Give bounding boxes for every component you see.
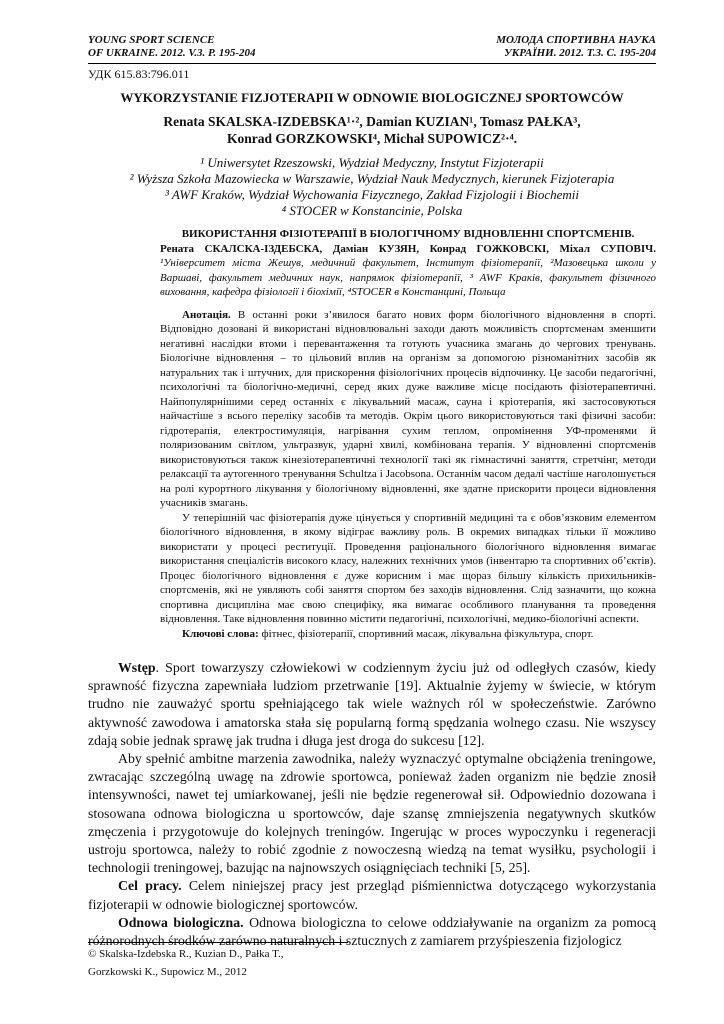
footnote-line1: © Skalska-Izdebska R., Kuzian D., Pałka T., bbox=[88, 948, 284, 960]
affiliation: ⁴ STOCER w Konstancinie, Polska bbox=[281, 203, 463, 218]
paragraph: Aby spełnić ambitne marzenia zawodnika, należy wyznaczyć optymalne obciążenia treningowe, zwracając szczególną uwagę na zdrowie sportowca, ponieważ żaden organizm nie będzie znosił intensywności, nawet tej umiarkowanej, jeśli nie będzie regenerował sił. Odpowiednio dozowana i stosowana odnowa biologiczna u sportowców, daje szansę zmniejszenia negatywnych skutków zmęczenia i przygotowuje do kolejnych treningów. Ingerując w proces wypoczynku i regeneracji ustroju sportowca, należy to robić zgodnie z nowoczesną wiedzą na temat wysiłku, psychologii i technologii treningowej, bazując na najnowszych osiągnięciach techniki [5, 25]. bbox=[88, 751, 656, 876]
paper-title: WYKORZYSTANIE FIZJOTERAPII W ODNOWIE BIOLOGICZNEJ SPORTOWCÓW bbox=[120, 90, 624, 105]
page bbox=[88, 34, 656, 950]
ua-title: ВИКОРИСТАННЯ ФІЗІОТЕРАПІЇ В БІОЛОГІЧНОМУ ВІДНОВЛЕННІ СПОРТСМЕНІВ. bbox=[181, 228, 635, 240]
ua-abstract-p1 bbox=[160, 308, 656, 511]
affiliation: ³ AWF Kraków, Wydział Wychowania Fizycznego, Zakład Fizjologii i Biochemii bbox=[165, 187, 579, 202]
header-right bbox=[496, 34, 656, 60]
ua-keywords-text: фітнес, фізіотерапії, спортивний масаж, лікувальна фізкультура, спорт. bbox=[258, 627, 594, 640]
ua-keywords-label: Ключові слова: bbox=[182, 627, 259, 640]
authors-line2: Konrad GORZKOWSKI⁴, Michał SUPOWICZ²·⁴. bbox=[226, 131, 518, 146]
header-left-line1: YOUNG SPORT SCIENCE bbox=[88, 34, 215, 46]
ukrainian-abstract bbox=[160, 227, 656, 641]
ua-authors-affiliations bbox=[160, 242, 656, 300]
main-text bbox=[88, 659, 656, 950]
author-list bbox=[88, 113, 656, 147]
footnote-line2: Gorzkowski K., Supowicz M., 2012 bbox=[88, 966, 247, 978]
ua-abstract-label: Анотація. bbox=[182, 308, 231, 321]
paragraph-aim bbox=[88, 877, 656, 913]
aim-text: Celem niniejszej pracy jest przegląd piśmiennictwa dotyczącego wykorzystania fizjoterapii w odnowie biologicznej sportowców. bbox=[88, 878, 656, 912]
ua-authors: Рената СКАЛСКА-ІЗДЕБСКА, Даміан КУЗЯН, Конрад ГОЖКОВСКІ, Міхал СУПОВІЧ. bbox=[160, 242, 656, 255]
authors-line1: Renata SKALSKA-IZDEBSKA¹·², Damian KUZIAN¹, Tomasz PAŁKA³, bbox=[163, 114, 581, 129]
footnote-divider bbox=[88, 942, 348, 943]
ua-abstract-p2: У теперішній час фізіотерапія дуже цінується у спортивній медицині та є обов’язковим елементом біологічного відновлення, в якому відіграє важливу роль. В окремих випадках тільки її можливо використати у процесі реституції. Проведення раціонального біологічного відновлення вимагає використання спеціалістів високого класу, належних технічних умов (інвентарю та спортивних об’єктів). Процес біологічного відновлення є дуже корисним і має щораз більшу кількість прихильників-спортсменів, які не уявляють собі заняття спортом без заходів відновлення. Слід зазначити, що кожна спортивна дисципліна має свою специфіку, яка вимагає особливого планування та проведення відновлення. Таке відновлення повинно містити педагогічні, психологічні, медико-біологічні аспекти. bbox=[160, 511, 656, 625]
intro-heading: Wstęp bbox=[118, 660, 156, 675]
ua-abstract-text: В останні роки з’явилося багато нових форм біологічного відновлення в спорті. Відповідно дозовані й використані відновлювальні заходи дають можливість спортсменам зменшити негативні наслідки втоми і перевантаження та готують учасника змагань до чергових тренувань. Біологічне відновлення – то цільовий вплив на організм за допомогою різноманітних засобів як натуральних так і штучних, для прискорення фізіологічних процесів відпочинку. Це засоби педагогічні, психологічні та біологічно-медичні, серед яких дуже важливе місце посідають фізіотерапевтичні. Найпопулярнішими серед останніх є лікувальний масаж, сауна і кріотерапія, які застосовуються найчастіше з всього переліку засобів та методів. Окрім цього використовуються такі фізичні засоби: гідротерапія, електростимуляція, нагрівання сухим теплом, опромінення УФ-променями й поляризованим світлом, ультразвук, ударні хвилі, комбінована терапія. У відновленні спортсменів використовуються також кінезіотерапевтичні технології такі як гімнастичні заняття, стретчінг, методи релаксації та аутогенного тренування Schultza i Jacobsona. Останнім часом дедалі частіше наголошується на ролі курортного лікування у біологічному відновленні, яке здатне прискорити процеси відновлення учасників змагань. bbox=[160, 308, 656, 509]
ua-keywords bbox=[160, 627, 656, 642]
aim-heading: Cel pracy. bbox=[118, 878, 182, 894]
renewal-heading: Odnowa biologiczna. bbox=[118, 914, 244, 930]
paragraph-intro bbox=[88, 659, 656, 750]
renewal-text: Odnowa biologiczna to celowe oddziaływanie na organizm za pomocą różnorodnych środków zarówno naturalnych i sztucznych z zamiarem przyśpieszenia fizjologicz bbox=[88, 914, 656, 949]
header-right-line2: УКРАЇНИ. 2012. Т.3. С. 195-204 bbox=[504, 47, 656, 59]
running-header bbox=[88, 34, 656, 64]
ua-affiliations: ¹Університет міста Жешув, медичний факультет, Інститут фізіотерапії, ²Мазовецька школи у Варшаві, факультет медичних наук, напрямок фізіотерапії, ³ AWF Кракiв, факультет фізичного виховання, кафедра фізіології і біохімії, ⁴STOCER в Констанцині, Польща bbox=[160, 257, 656, 298]
header-left-line2: OF UKRAINE. 2012. V.3. P. 195-204 bbox=[88, 47, 256, 59]
copyright-footnote bbox=[88, 942, 656, 981]
ua-abstract bbox=[160, 308, 656, 627]
affiliations bbox=[88, 155, 656, 219]
header-left bbox=[88, 34, 255, 60]
intro-text: . Sport towarzyszy człowiekowi w codziennym życiu już od odległych czasów, kiedy sprawność fizyczna zapewniała ludziom przetrwanie [19]. Aktualnie żyjemy w świecie, w którym trudno nie zauważyć sportu spełniającego tak wiele ważnych ról w społeczeństwie. Zarówno aktywność zawodowa i amatorska stała się popularną formą spędzania wolnego czasu. Nie wszyscy zdają sobie jednak sprawę jak trudna i długa jest droga do sukcesu [12]. bbox=[88, 660, 656, 748]
udk-code: УДК 615.83:796.011 bbox=[88, 67, 190, 81]
header-right-line1: МОЛОДА СПОРТИВНА НАУКА bbox=[496, 34, 656, 46]
affiliation: ² Wyższa Szkoła Mazowiecka w Warszawie, Wydział Nauk Medycznych, kierunek Fizjoterapia bbox=[129, 171, 615, 186]
affiliation: ¹ Uniwersytet Rzeszowski, Wydział Medyczny, Instytut Fizjoterapii bbox=[200, 155, 544, 170]
